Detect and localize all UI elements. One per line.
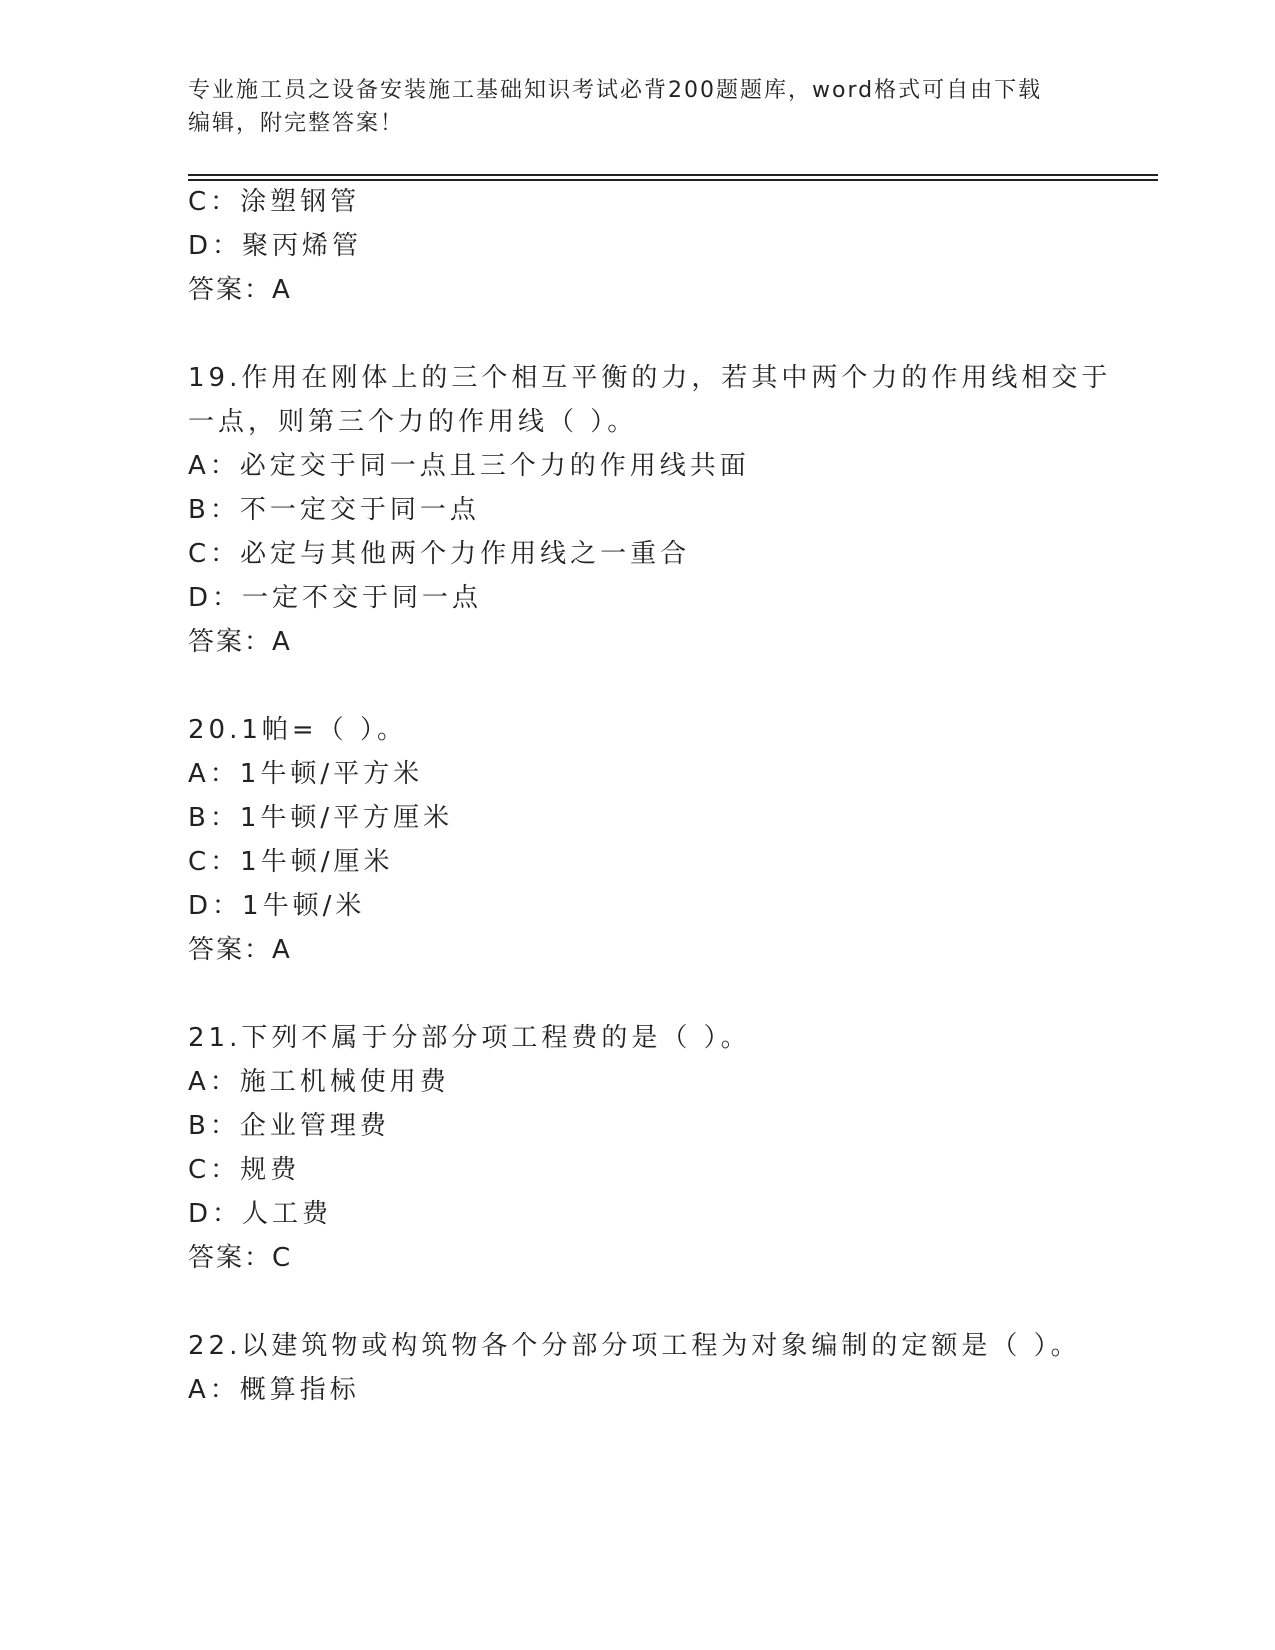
question-text: 20.1帕=（ ）。 [188, 715, 407, 745]
document-header [188, 74, 1088, 140]
option-line: D：1牛顿/米 [188, 891, 366, 921]
header-rule-top [188, 174, 1158, 176]
option-line: B：1牛顿/平方厘米 [188, 803, 454, 833]
option-line: D：一定不交于同一点 [188, 583, 483, 613]
option-line: C：必定与其他两个力作用线之一重合 [188, 539, 691, 569]
option-line: A：概算指标 [188, 1375, 360, 1405]
option-line: A：1牛顿/平方米 [188, 759, 424, 789]
option-line: D：人工费 [188, 1199, 333, 1229]
question-text: 21.下列不属于分部分项工程费的是（ ）。 [188, 1023, 751, 1053]
option-line: D：聚丙烯管 [188, 231, 363, 261]
header-title-line2: 编辑，附完整答案！ [188, 111, 405, 136]
answer-line: 答案：C [188, 1243, 293, 1273]
option-line: C：1牛顿/厘米 [188, 847, 394, 877]
option-line: C：涂塑钢管 [188, 187, 361, 217]
option-line: B：不一定交于同一点 [188, 495, 480, 525]
answer-line: 答案：A [188, 935, 292, 965]
question-text: 22.以建筑物或构筑物各个分部分项工程为对象编制的定额是（ ）。 [188, 1331, 1081, 1361]
question-text: 19.作用在刚体上的三个相互平衡的力，若其中两个力的作用线相交于 [188, 363, 1112, 393]
option-line: A：施工机械使用费 [188, 1067, 450, 1097]
answer-line: 答案：A [188, 627, 292, 657]
header-rule-bottom [188, 179, 1158, 181]
option-line: C：规费 [188, 1155, 301, 1185]
header-title-line1: 专业施工员之设备安装施工基础知识考试必背200题题库，word格式可自由下载 [188, 78, 1043, 103]
option-line: B：企业管理费 [188, 1111, 390, 1141]
answer-line: 答案：A [188, 275, 292, 305]
question-text: 一点，则第三个力的作用线（ ）。 [188, 407, 638, 437]
option-line: A：必定交于同一点且三个力的作用线共面 [188, 451, 750, 481]
